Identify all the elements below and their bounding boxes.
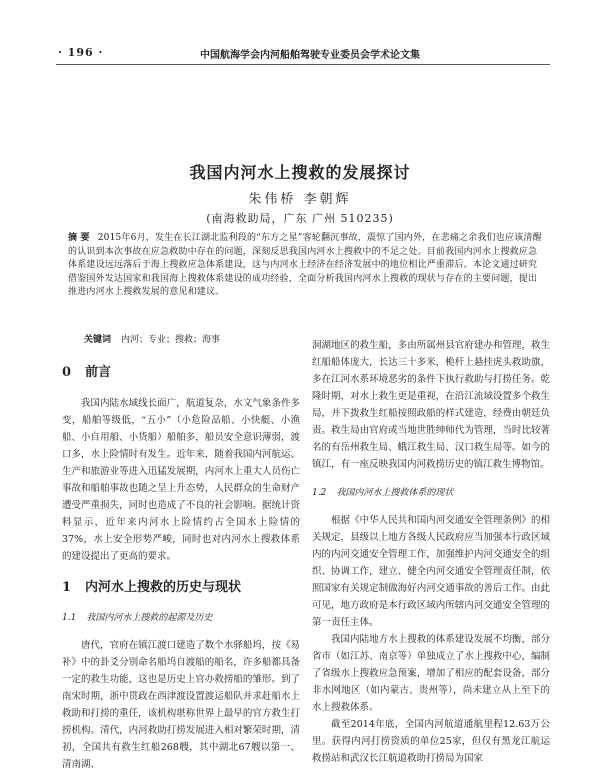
subsection-title: 我国内河水上搜救体系的现状 — [336, 488, 454, 498]
left-column — [62, 346, 300, 773]
abstract — [68, 232, 546, 300]
article-affiliation: (南海救助局，广东 广州 510235) — [206, 212, 394, 225]
section-heading-1 — [62, 579, 300, 596]
subsection-number: 1.1 — [62, 613, 77, 623]
subsection-heading-1-1 — [62, 610, 300, 627]
paragraph: 洞湖地区的救生船，多由所属州县官府建办和管理，救生红船船体庞大，长达三十多米，桅杆上悬挂虎头救助旗，多在江河水系环境恶劣的条件下执行救助与打捞任务。乾隆时期，对水上救生更是重视，在沿江流域设置多个救生局，并下拨救生红船按照政船的样式建造，经费由朝廷负责。救生局由官府或当地世胜绅师代为管理，当时比较著名的有岳州救生局、蛾江救生局、汉口救生局等。如今的镇江，有一座反映我国内河救捞历史的镇江救生博物馆。 — [312, 340, 550, 470]
section-heading-0 — [62, 364, 300, 381]
keywords-label: 关键词 — [84, 335, 112, 345]
right-column — [312, 337, 550, 767]
paragraph: 我国内陆地方水上搜救的体系建设发展不均衡，部分省市（如江苏、南京等）单独成立了水上搜救中心，编制了省级水上搜救应急预案，增加了相应的配套设备，部分非水网地区（如内蒙古、贵州等），尚未建立从上至下的水上搜救体系。 — [312, 634, 550, 713]
subsection-heading-1-2 — [312, 485, 550, 502]
paragraph: 根据《中华人民共和国内河交通安全管理条例》的相关规定，县级以上地方各级人民政府应当加强本行政区域内的内河交通安全管理工作，加强维护内河交通安全的组织、协调工作，建立、健全内河交通安全管理责任制，依照国家有关规定制做海好内河交通事故的善后工作。由此可见，地方政府是本行政区域内所辖内河交通安全管理的第一责任主体。 — [312, 515, 550, 628]
paragraph: 我国内陆水域线长面广，航道复杂，水文气象条件多变，船舶等级低，“五小”（小危险品船、小快艇、小渔船、小自用船、小货船）船舶多，船员安全意识薄弱，渡口多，水上险情时有发生。近年来，随着我国内河航运、生产和旅游业等进入迅猛发展期，内河水上重大人员伤亡事故和船舶事故也随之呈上升态势，人民群众的生命财产遭受严重损失，同时也造成了不良的社会影响。据统计资料显示，近年来内河水上险情约占全国水上险情的37%，水上安全形势严峻，同时也对内河水上搜救体系的建设提出了更高的要求。 — [62, 398, 300, 562]
article-authors: 朱伟桥 李朝辉 — [248, 192, 352, 207]
keywords-text: 内河；专业；搜救；海事 — [121, 335, 221, 345]
header-rule — [56, 64, 550, 65]
paragraph: 唐代，官府在镇江渡口建造了数个水驿船坞，按《易补》中的卦爻分别命名船坞自渡船的船名，许多船都具备一定的救生功能，这也是历史上官办救捞船的雏形。到了南宋时期，浙中贯政在西津渡设置渡运船队并求赶船水上救助和打捞的重任，该机构堪称世界上最早的官方救生打捞机构。清代，内河救助打捞发展进入相对繁荣时期，清初，全国共有救生红船268艘，其中湖北67艘以第一、清南湖、 — [62, 640, 300, 770]
abstract-label: 摘 要 — [68, 233, 90, 243]
running-title: 中国航海学会内河船舶驾驶专业委员会学术论文集 — [200, 50, 420, 61]
page-number: · 196 · — [58, 46, 104, 59]
section-number: 0 — [62, 365, 72, 380]
subsection-title: 我国内河水上搜救的起源及历史 — [86, 613, 213, 623]
section-title: 内河水上搜救的历史与现状 — [85, 580, 242, 595]
paragraph: 截至2014年底，全国内河航道通航里程12.63万公里。获得内河打捞资质的单位25家，但仅有黑龙江航运救捞站和武汉长江航道救助打捞局为国家 — [312, 719, 550, 764]
article-title: 我国内河水上搜救的发展探讨 — [189, 163, 411, 182]
section-number: 1 — [62, 580, 72, 595]
subsection-number: 1.2 — [312, 488, 327, 498]
section-title: 前言 — [85, 365, 112, 380]
abstract-text: 2015年6月，发生在长江湖北监利段的“东方之星”客轮翻沉事故，震惊了国内外，在悲痛之余我们也应该清醒的认识到本次事故在应急救助中存在的问题，深刻反思我国内河水上搜救中的不足之处。目前我国内河水上搜救应急体系建设远远落后于海上搜救应急体系建设，这与内河水上经济在经济发展中的地位相比严重滞后。本论文通过研究借鉴国外发达国家和我国海上搜救体系建设的成功经验，全面分析我国内河水上搜救的现状与存在的主要问题，提出推进内河水上搜救发展的意见和建议。 — [68, 233, 542, 298]
